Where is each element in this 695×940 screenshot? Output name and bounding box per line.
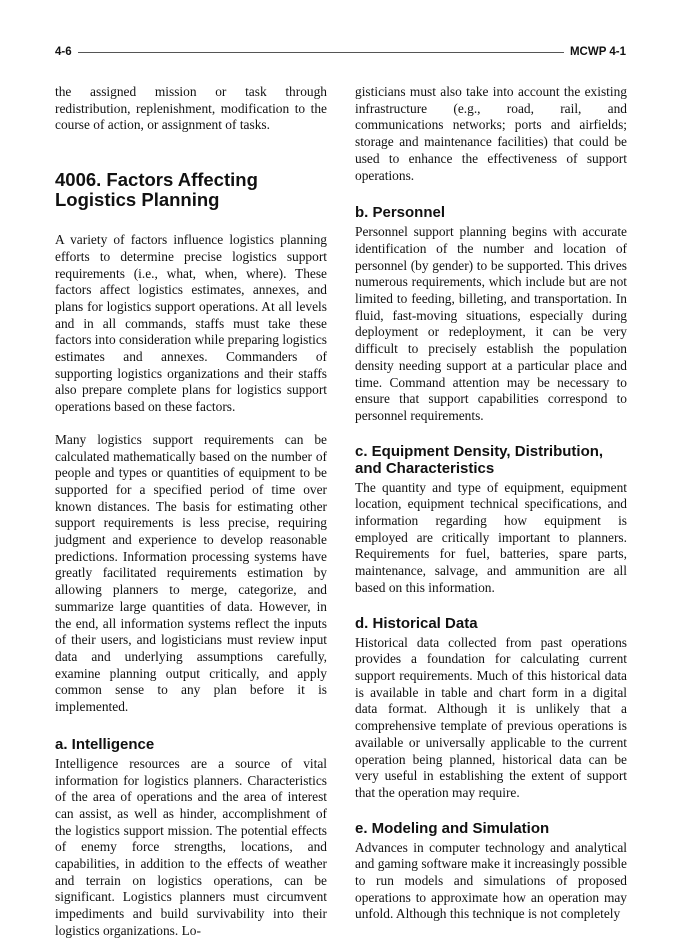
continued-paragraph: gisticians must also take into account the existing infrastructure (e.g., road, rail, and communications networks; ports and airfields; storage and maintenance facilities) that could be used to enhance the effectiveness of support operations.: [355, 84, 627, 183]
paragraph-modeling: Advances in computer technology and analytical and gaming software make it increasingly possible to run models and simulations of proposed operations to approximate how an operation may unfold. Although this technique is not completely: [355, 839, 627, 922]
paragraph-historical: Historical data collected from past operations provides a foundation for calculating current support requirements. Much of this historical data is available in table and chart form in a digital data format. Although it is unlikely that a comprehensive template of previous operations is available or universally applicable to the current operation being planned, historical data can be very useful in establishing the extent of support that the operation may require.: [355, 634, 627, 800]
section-title-line-1: 4006. Factors Affecting: [55, 169, 258, 191]
subsection-title-historical: d. Historical Data: [355, 614, 478, 632]
section-title-line-2: Logistics Planning: [55, 189, 220, 211]
equipment-title-line-2: and Characteristics: [355, 459, 495, 477]
paragraph-intelligence: Intelligence resources are a source of vital information for logistics planners. Characteristics of the area of operations and the area of interest can assist, as well as hinder, accomplishment of the logistics support mission. The potential effects of enemy force strengths, locations, and capabilities, in addition to the effects of weather and terrain on logistics operations, can be significant. Logistics planners must circumvent impediments and build survivability into their logistics organizations. Lo-: [55, 755, 327, 938]
section-title: [55, 170, 327, 210]
subsection-title-intelligence: a. Intelligence: [55, 735, 155, 753]
paragraph-factors-intro: A variety of factors influence logistics planning efforts to determine precise logistics support requirements (i.e., what, when, where). These factors affect logistics estimates, annexes, and plans for logistics support operations. At all levels and in all commands, staffs must take these factors into consideration while preparing logistics estimates and annexes. Commanders of supporting logistics organizations and their staffs also prepare complete plans for logistics support operations based on these factors.: [55, 232, 327, 415]
paragraph-personnel: Personnel support planning begins with accurate identification of the number and location of personnel (by gender) to be supported. This drives numerous requirements, which include but are not limited to feeding, billeting, and transportation. In fluid, fast-moving situations, especially during deployment or redeployment, it can be very difficult to precisely establish the population density needing support at a particular place and time. Command attention may be necessary to ensure that support capabilities correspond to personnel requirements.: [355, 224, 627, 423]
page-header: [55, 44, 626, 60]
page-number: 4-6: [55, 46, 72, 58]
subsection-title-equipment: [355, 443, 627, 477]
continued-paragraph: the assigned mission or task through redistribution, replenishment, modification to the course of action, or assignment of tasks.: [55, 84, 327, 133]
header-rule: [78, 52, 564, 53]
publication-id: MCWP 4-1: [569, 46, 626, 58]
left-column: [55, 84, 327, 940]
subsection-title-modeling: e. Modeling and Simulation: [355, 819, 550, 837]
subsection-title-personnel: b. Personnel: [355, 204, 446, 222]
paragraph-requirements: Many logistics support requirements can be calculated mathematically based on the number of people and types or quantities of equipment to be supported for a specified period of time over known distances. The basis for estimating other support requirements is less precise, requiring judgment and experience to develop reasonable predictions. Information processing systems have greatly facilitated requirements estimation by allowing planners to merge, categorize, and summarize large quantities of data. However, in the end, all information systems reflect the inputs of their users, and logisticians must review input data and underlying assumptions carefully, examine planning output critically, and apply common sense to any plan before it is implemented.: [55, 431, 327, 715]
equipment-title-line-1: c. Equipment Density, Distribution,: [355, 442, 604, 460]
right-column: [355, 84, 627, 923]
paragraph-equipment: The quantity and type of equipment, equipment location, equipment technical specifications, and information regarding how equipment is employed are critically important to planners. Requirements for fuel, batteries, spare parts, maintenance, salvage, and ammunition are all based on this information.: [355, 479, 627, 595]
